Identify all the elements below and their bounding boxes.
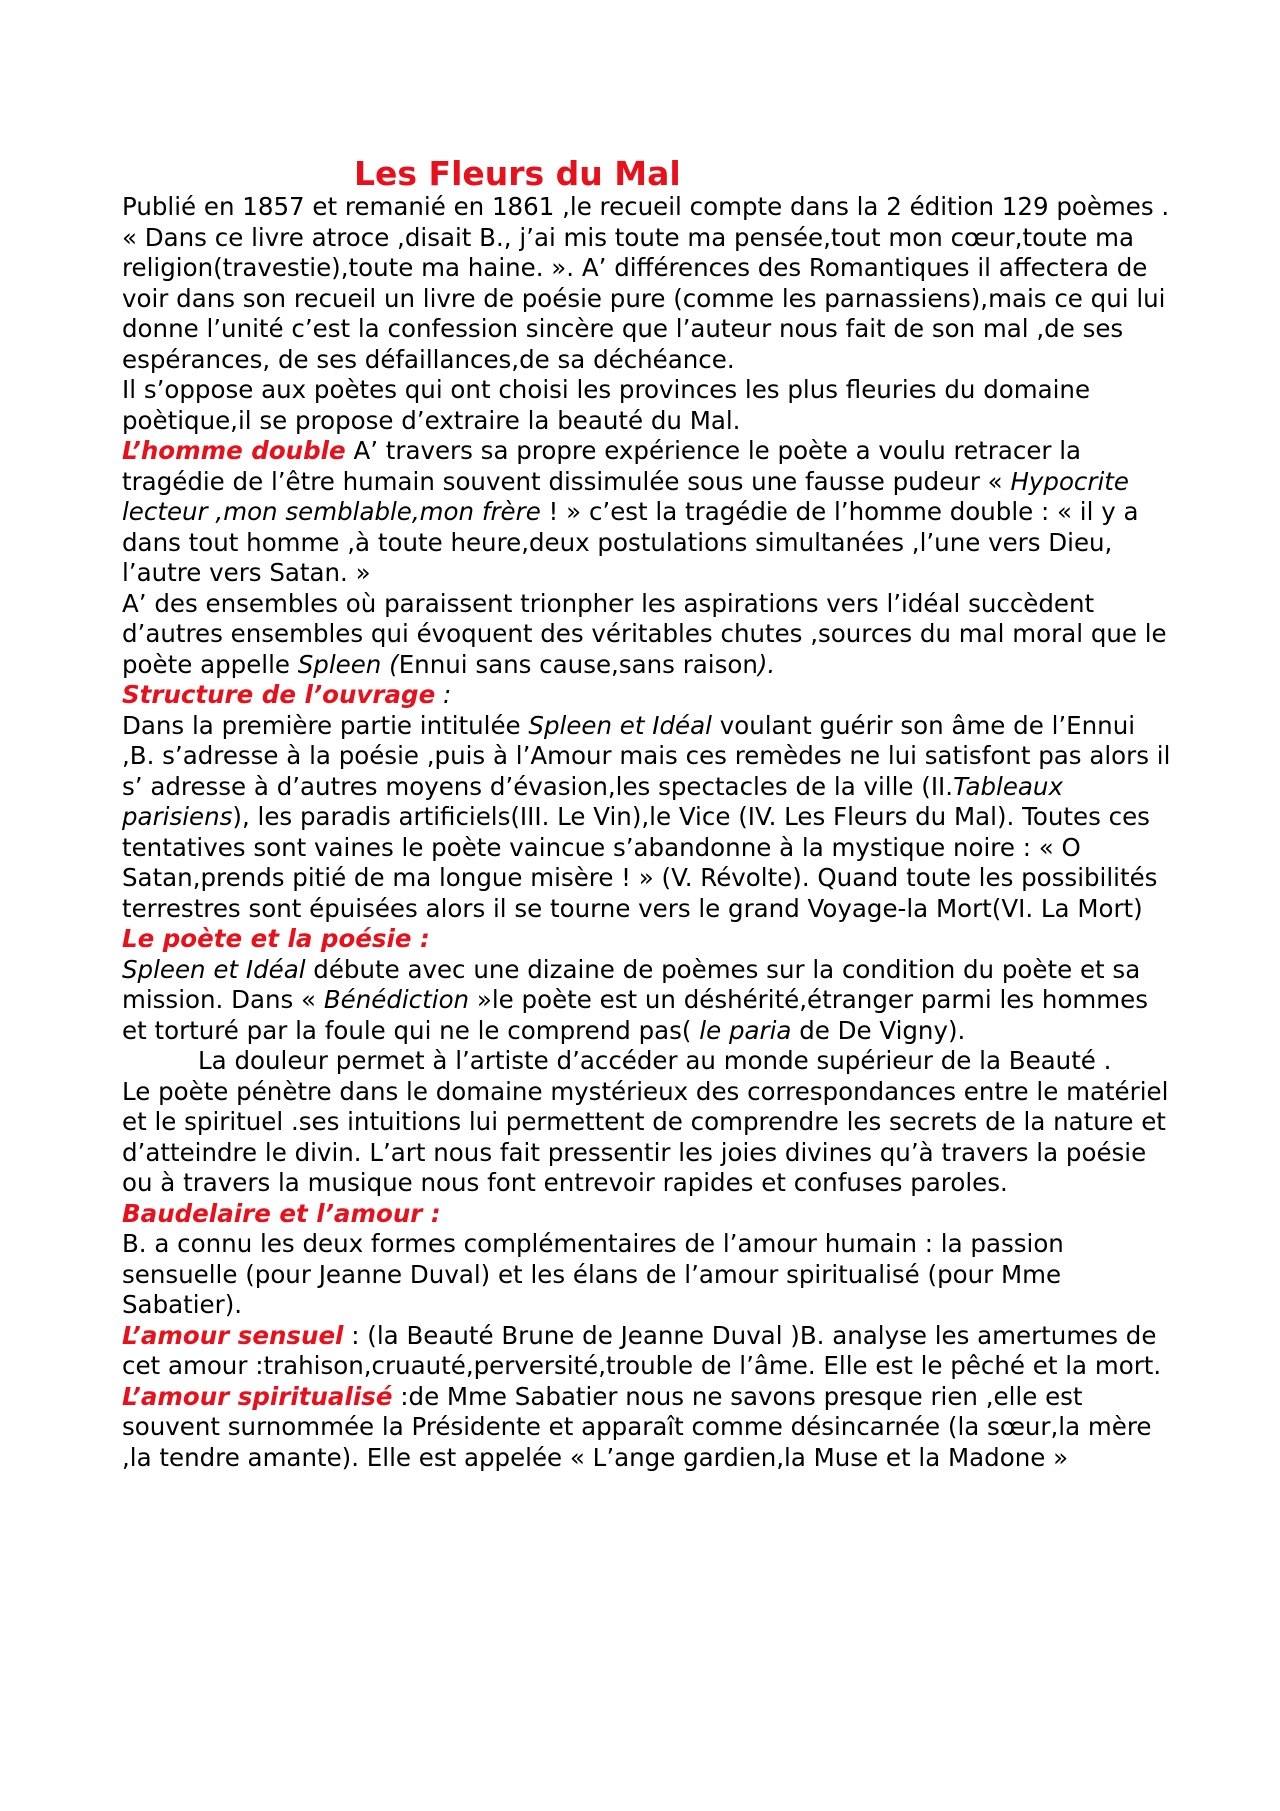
structure-text-b: voulant guérir son âme de l’Ennui ,B. s’adresse à la poésie ,puis à l’Amour mais ces remèdes ne lui satisfont pas alors il s’ adresse à d’autres moyens d’évasion,les spectacles de la ville (II. xyxy=(122,710,1171,801)
structure-heading: Structure de l’ouvrage xyxy=(122,680,436,709)
homme-double-paragraph xyxy=(122,436,1172,589)
document-body xyxy=(122,152,1172,1473)
amour-paragraph-1: B. a connu les deux formes complémentaires de l’amour humain : la passion sensuelle (pour Jeanne Duval) et les élans de l’amour spiritualisé (pour Mme Sabatier). xyxy=(122,1229,1064,1319)
structure-tableaux: Tableaux parisiens xyxy=(122,771,1063,831)
homme-double-paragraph-2 xyxy=(122,589,1172,681)
homme-double-text-1: A’ travers sa propre expérience le poète a voulu retracer la tragédie de l’être humain souvent dissimulée sous une fausse pudeur « xyxy=(122,436,1082,496)
structure-spleen-ideal: Spleen et Idéal xyxy=(528,710,712,740)
structure-paragraph xyxy=(122,711,1172,925)
poete-poesie-paragraph-2 xyxy=(122,1046,1172,1077)
poete-text-a: débute avec une dizaine de poèmes sur la condition du poète et sa mission. Dans « xyxy=(122,954,1141,1014)
amour-heading: Baudelaire et l’amour : xyxy=(122,1198,441,1228)
homme-double-p2-c: ). xyxy=(757,649,776,679)
structure-heading-line xyxy=(122,680,1172,711)
poete-text-b: »le poète est un déshérité,étranger parmi les hommes et torturé par la foule qui ne le comprend pas( xyxy=(122,985,1148,1045)
poete-p2-text: La douleur permet à l’artiste d’accéder au monde supérieur de la Beauté . xyxy=(198,1046,1112,1075)
poete-spleen-ideal: Spleen et Idéal xyxy=(122,954,306,984)
intro-paragraph-1: Publié en 1857 et remanié en 1861 ,le recueil compte dans la 2 édition 129 poèmes . « Dans ce livre atroce ,disait B., j’ai mis toute ma pensée,tout mon cœur,toute ma religion(travestie),toute ma haine. ». A’ différences des Romantiques il affectera de voir dans son recueil un livre de poésie pure (comme les parnassiens),mais ce qui lui donne l’unité c’est la confession sincère que l’auteur nous fait de son mal ,de ses espérances, de ses défaillances,de sa déchéance. xyxy=(122,192,1170,374)
homme-double-text-2: ! » c’est la tragédie de l’homme double : « il y a dans tout homme ,à toute heure,deux postulations simultanées ,l’une vers Dieu, l’autre vers Satan. » xyxy=(122,497,1139,587)
poete-paria: le paria xyxy=(699,1015,792,1045)
title-spacer xyxy=(122,152,1172,192)
homme-double-quote: Hypocrite lecteur ,mon semblable,mon frère xyxy=(122,466,1129,526)
structure-text-a: Dans la première partie intitulée xyxy=(122,710,529,740)
amour-spirit-text: :de Mme Sabatier nous ne savons presque rien ,elle est souvent surnommée la Présidente et apparaît comme désincarnée (la sœur,la mère ,la tendre amante). Elle est appelée « L’ange gardien,la Muse et la Madone » xyxy=(122,1381,1152,1472)
poete-poesie-paragraph-3: Le poète pénètre dans le domaine mystérieux des correspondances entre le matériel et le spirituel .ses intuitions lui permettent de comprendre les secrets de la nature et d’atteindre le divin. L’art nous fait pressentir les joies divines qu’à travers la poésie ou à travers la musique nous font entrevoir rapides et confuses paroles. xyxy=(122,1076,1169,1197)
structure-text-c: ), les paradis artificiels(III. Le Vin),le Vice (IV. Les Fleurs du Mal). Toutes ces tentatives sont vaines le poète vaincue s’abandonne à la mystique noire : « O Satan,prends pitié de ma longue misère ! » (V. Révolte). Quand toute les possibilités terrestres sont épuisées alors il se tourne vers le grand Voyage-la Mort(VI. La Mort) xyxy=(122,802,1158,923)
structure-heading-colon: : xyxy=(435,680,452,709)
poete-text-c: de De Vigny). xyxy=(791,1015,966,1045)
amour-sensuel-text: : (la Beauté Brune de Jeanne Duval )B. analyse les amertumes de cet amour :trahison,cruauté,perversité,trouble de l’âme. Elle est le pêché et la mort. xyxy=(122,1320,1162,1380)
amour-sensuel-heading: L’amour sensuel xyxy=(122,1320,344,1350)
homme-double-p2-a: A’ des ensembles où paraissent trionpher les aspirations vers l’idéal succèdent d’autres ensembles qui évoquent des véritables chutes ,sources du mal moral que le poète appelle xyxy=(122,588,1167,679)
homme-double-p2-b: Ennui sans cause,sans raison xyxy=(398,649,758,679)
amour-spirit-heading: L’amour spiritualisé xyxy=(122,1381,393,1411)
intro-paragraph-2: Il s’oppose aux poètes qui ont choisi les provinces les plus fleuries du domaine poètique,il se propose d’extraire la beauté du Mal. xyxy=(122,375,1091,435)
homme-double-spleen: Spleen ( xyxy=(297,649,399,679)
amour-sensuel-paragraph xyxy=(122,1321,1172,1382)
amour-spirit-paragraph xyxy=(122,1382,1172,1474)
poete-benediction: Bénédiction xyxy=(323,985,470,1014)
poete-poesie-paragraph-1 xyxy=(122,955,1172,1047)
poete-poesie-heading: Le poète et la poésie : xyxy=(122,924,430,953)
document-title: Les Fleurs du Mal xyxy=(354,154,681,193)
homme-double-heading: L’homme double xyxy=(122,436,346,465)
